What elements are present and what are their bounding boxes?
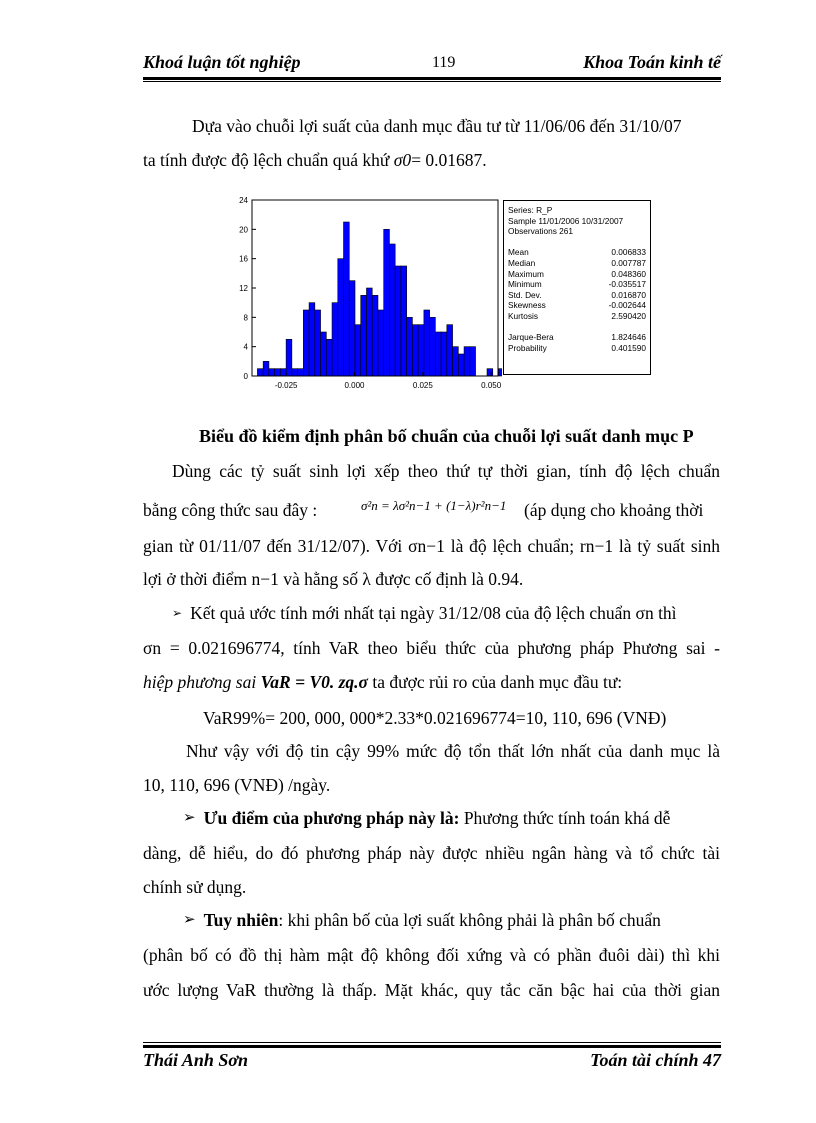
y-tick-label: 12	[239, 284, 248, 293]
stats-row	[508, 300, 646, 311]
header-rule	[143, 77, 721, 80]
histogram-bar	[309, 303, 315, 376]
stats-row	[508, 258, 646, 269]
bullet1-line6: 10, 110, 696 (VNĐ) /ngày.	[143, 775, 331, 795]
histogram-bar	[275, 369, 281, 376]
footer-right: Toán tài chính 47	[590, 1050, 721, 1070]
y-tick-label: 4	[243, 342, 248, 352]
bullet-arrow-icon: ➢	[172, 606, 183, 620]
histogram-bar	[372, 295, 378, 376]
sigma0-symbol: σ0	[393, 150, 412, 170]
page-header	[143, 52, 721, 76]
histogram-bar	[269, 369, 275, 376]
histogram-bar	[355, 325, 361, 376]
histogram-chart	[226, 192, 502, 392]
histogram-bar	[401, 266, 407, 376]
histogram-bar	[430, 317, 436, 376]
histogram-bar	[321, 332, 327, 376]
para2-line4: lợi ở thời điểm n−1 và hằng số λ được cố định là 0.94.	[143, 569, 524, 589]
histogram-bar	[349, 281, 355, 376]
stats-row	[508, 332, 646, 343]
footer-rule	[143, 1045, 721, 1048]
histogram-bar	[487, 369, 493, 376]
histogram-bar	[441, 332, 447, 376]
histogram-bar	[257, 369, 263, 376]
histogram-bar	[366, 288, 372, 376]
para2-line1: Dùng các tỷ suất sinh lợi xếp theo thứ tự thời gian, tính độ lệch chuẩn	[172, 461, 720, 481]
stats-value: 0.006833	[611, 247, 646, 258]
para2-line2-suffix: (áp dụng cho khoảng thời	[524, 500, 704, 520]
histogram-bar	[407, 317, 413, 376]
footer-left: Thái Anh Sơn	[143, 1050, 249, 1070]
histogram-bar	[464, 347, 470, 376]
bullet1-line3: hiệp phương sai VaR = V0. zq.σ ta được rủi ro của danh mục đầu tư:	[143, 672, 623, 692]
bullet2-line3: chính sử dụng.	[143, 877, 247, 897]
stats-sample: Sample 11/01/2006 10/31/2007	[508, 215, 624, 226]
bullet2-line2: dàng, dễ hiểu, do đó phương pháp này được nhiều ngân hàng và tổ chức tài	[143, 843, 720, 863]
bullet2-line1: ➢ Ưu điểm của phương pháp này là: Phương thức tính toán khá dễ	[183, 808, 671, 828]
stats-value: -0.002644	[608, 300, 646, 311]
y-tick-label: 24	[239, 196, 248, 205]
histogram-bar	[378, 310, 384, 376]
stats-label: Kurtosis	[508, 310, 538, 321]
header-left: Khoá luận tốt nghiệp	[143, 52, 301, 72]
histogram-bar	[332, 303, 338, 376]
stats-label: Std. Dev.	[508, 289, 542, 300]
x-tick-label: -0.025	[274, 381, 298, 390]
bullet3-line1: ➢ Tuy nhiên: khi phân bố của lợi suất không phải là phân bố chuẩn	[183, 910, 661, 930]
para1-line1: Dựa vào chuỗi lợi suất của danh mục đầu tư từ 11/06/06 đến 31/10/07	[192, 116, 682, 136]
stats-series: Series: R_P	[508, 205, 553, 215]
histogram-bar	[435, 332, 441, 376]
bullet3-line2: (phân bố có đồ thị hàm mật độ không đối xứng và có phần đuôi dài) thì khi	[143, 945, 720, 965]
stats-value: 0.007787	[611, 257, 646, 268]
histogram-bar	[418, 325, 424, 376]
stats-label: Jarque-Bera	[508, 332, 554, 343]
histogram-bar	[298, 369, 304, 376]
bullet1-line1: ➢ Kết quả ước tính mới nhất tại ngày 31/12/08 của độ lệch chuẩn σn thì	[172, 603, 677, 623]
histogram-bar	[303, 310, 309, 376]
stats-value: 0.016870	[611, 289, 646, 300]
histogram-bar	[499, 369, 502, 376]
stats-label: Minimum	[508, 279, 542, 290]
histogram-bar	[338, 259, 344, 376]
stats-row	[508, 279, 646, 290]
page-number: 119	[432, 54, 456, 71]
histogram-bar	[286, 339, 292, 376]
stats-label: Probability	[508, 342, 547, 353]
histogram-bar	[315, 310, 321, 376]
ewma-formula: σ²n = λσ²n−1 + (1−λ)r²n−1	[361, 498, 507, 513]
var-formula: VaR = V0. zq.σ	[260, 672, 368, 692]
histogram-bar	[280, 369, 286, 376]
stats-label: Median	[508, 257, 536, 268]
stats-value: 2.590420	[611, 310, 646, 321]
histogram-bar	[412, 325, 418, 376]
stats-observations: Observations 261	[508, 226, 574, 237]
stats-value: 1.824646	[611, 332, 646, 343]
stats-row	[508, 290, 646, 301]
figure-caption: Biểu đồ kiểm định phân bố chuẩn của chuỗi lợi suất danh mục P	[199, 426, 694, 446]
stats-label: Skewness	[508, 300, 546, 311]
x-tick-label: 0.025	[412, 381, 433, 390]
stats-box	[503, 200, 651, 375]
stats-value: -0.035517	[608, 279, 646, 290]
y-tick-label: 20	[239, 225, 248, 235]
para1-line2: ta tính được độ lệch chuẩn quá khứ σ0= 0.01687.	[143, 150, 487, 170]
stats-value: 0.401590	[611, 342, 646, 353]
histogram-bar	[447, 325, 453, 376]
footer-rule-thin	[143, 1042, 721, 1043]
stats-row	[508, 343, 646, 354]
histogram-bar	[395, 266, 401, 376]
para2-line3: gian từ 01/11/07 đến 31/12/07). Với σn−1 là độ lệch chuẩn; rn−1 là tỷ suất sinh	[143, 536, 720, 556]
stats-row	[508, 247, 646, 258]
x-tick-label: 0.000	[344, 381, 365, 390]
stats-value: 0.048360	[611, 268, 646, 279]
histogram-bar	[263, 361, 269, 376]
y-tick-label: 8	[243, 313, 248, 323]
var-equation: VaR99%= 200, 000, 000*2.33*0.021696774=10, 110, 696 (VNĐ)	[203, 708, 667, 728]
histogram-bar	[292, 369, 298, 376]
header-rule-thin	[143, 81, 721, 82]
x-tick-label: 0.050	[481, 381, 502, 390]
stats-row	[508, 311, 646, 322]
histogram-bar	[424, 310, 430, 376]
histogram-bar	[389, 244, 395, 376]
stats-row	[508, 269, 646, 280]
y-tick-label: 0	[243, 372, 248, 381]
para2-line2-prefix: bằng công thức sau đây :	[143, 500, 318, 520]
histogram-bar	[384, 229, 390, 376]
histogram-bar	[470, 347, 476, 376]
histogram-bar	[326, 339, 332, 376]
stats-label: Mean	[508, 247, 529, 258]
y-tick-label: 16	[239, 254, 248, 264]
bullet-arrow-icon: ➢	[183, 810, 196, 826]
histogram-bar	[453, 347, 459, 376]
header-right: Khoa Toán kinh tế	[583, 52, 721, 72]
bullet1-line5: Như vậy với độ tin cậy 99% mức độ tổn thất lớn nhất của danh mục là	[186, 741, 720, 761]
histogram-bar	[361, 295, 367, 376]
bullet3-line3: ước lượng VaR thường là thấp. Mặt khác, quy tắc căn bậc hai của thời gian	[143, 980, 720, 1000]
bullet-arrow-icon: ➢	[183, 912, 196, 928]
bullet1-line2: σn = 0.021696774, tính VaR theo biểu thức của phương pháp Phương sai -	[143, 638, 720, 658]
histogram-bar	[344, 222, 350, 376]
histogram-bar	[458, 354, 464, 376]
stats-label: Maximum	[508, 268, 544, 279]
